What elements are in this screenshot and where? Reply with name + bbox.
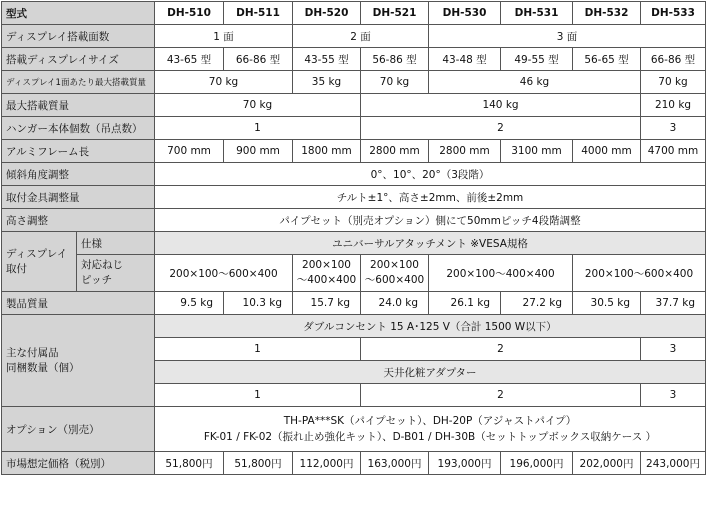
mount-label: [2, 232, 77, 292]
outlet-count-cell: 3: [641, 338, 706, 361]
display-size-cell: 56-86 型: [361, 48, 429, 71]
weight-cell: 30.5 kg: [573, 292, 641, 315]
mount-spec-value: ユニバーサルアタッチメント ※VESA規格: [155, 232, 706, 255]
frame-length-cell: 2800 mm: [361, 140, 429, 163]
max-load-cell: 140 kg: [361, 94, 641, 117]
frame-length-row: [2, 140, 706, 163]
frame-length-cell: 900 mm: [224, 140, 293, 163]
model-dh510: DH-510: [155, 2, 224, 25]
adapter-label: 天井化粧アダプター: [155, 361, 706, 384]
mount-pitch-line1: 200×100: [370, 259, 419, 271]
outlet-count-cell: 1: [155, 338, 361, 361]
tilt-row: [2, 163, 706, 186]
adapter-count-cell: 1: [155, 384, 361, 407]
options-row: [2, 407, 706, 452]
height-adjust-value: パイプセット（別売オプション）側にて50mmピッチ4段階調整: [155, 209, 706, 232]
hanger-count-cell: 1: [155, 117, 361, 140]
model-dh532: DH-532: [573, 2, 641, 25]
display-size-row: [2, 48, 706, 71]
weight-label: 製品質量: [2, 292, 155, 315]
weight-row: [2, 292, 706, 315]
weight-cell: 15.7 kg: [293, 292, 361, 315]
max-per-display-cell: 70 kg: [641, 71, 706, 94]
max-load-label: 最大搭載質量: [2, 94, 155, 117]
tilt-label: 傾斜角度調整: [2, 163, 155, 186]
height-adjust-label: 高さ調整: [2, 209, 155, 232]
max-per-display-cell: 70 kg: [361, 71, 429, 94]
spec-table: [1, 1, 706, 475]
mount-pitch-cell: 200×100～600×400: [573, 255, 706, 292]
max-load-cell: 70 kg: [155, 94, 361, 117]
mount-pitch-label: [77, 255, 155, 292]
adapter-count-cell: 3: [641, 384, 706, 407]
model-dh533: DH-533: [641, 2, 706, 25]
accessories-label: [2, 315, 155, 407]
display-size-cell: 49-55 型: [501, 48, 573, 71]
max-per-display-row: [2, 71, 706, 94]
frame-length-cell: 3100 mm: [501, 140, 573, 163]
weight-cell: 10.3 kg: [224, 292, 293, 315]
display-size-cell: 43-65 型: [155, 48, 224, 71]
mount-pitch-label-line2: ピッチ: [81, 274, 113, 286]
outlet-label-row: [2, 315, 706, 338]
price-cell: 163,000円: [361, 452, 429, 475]
model-dh520: DH-520: [293, 2, 361, 25]
price-cell: 243,000円: [641, 452, 706, 475]
price-cell: 196,000円: [501, 452, 573, 475]
mount-label-line1: ディスプレイ: [6, 247, 68, 260]
model-dh521: DH-521: [361, 2, 429, 25]
options-line2: FK-01 / FK-02（振れ止め強化キット）、D-B01 / DH-30B（セットトップボックス収納ケース ）: [203, 431, 657, 443]
price-cell: 112,000円: [293, 452, 361, 475]
frame-length-cell: 1800 mm: [293, 140, 361, 163]
mount-pitch-cell: [361, 255, 429, 292]
price-cell: 51,800円: [155, 452, 224, 475]
mount-pitch-cell: 200×100～400×400: [429, 255, 573, 292]
mount-spec-row: [2, 232, 706, 255]
max-per-display-cell: 46 kg: [429, 71, 641, 94]
display-count-cell: 3 面: [429, 25, 706, 48]
bracket-adjust-row: [2, 186, 706, 209]
mount-pitch-cell: 200×100～600×400: [155, 255, 293, 292]
price-label: 市場想定価格（税別）: [2, 452, 155, 475]
weight-cell: 9.5 kg: [155, 292, 224, 315]
display-count-cell: 1 面: [155, 25, 293, 48]
mount-pitch-row: [2, 255, 706, 292]
display-count-cell: 2 面: [293, 25, 429, 48]
accessories-label-line1: 主な付属品: [6, 346, 59, 359]
frame-length-cell: 2800 mm: [429, 140, 501, 163]
mount-pitch-cell: [293, 255, 361, 292]
weight-cell: 26.1 kg: [429, 292, 501, 315]
accessories-label-line2: 同梱数量（個）: [6, 361, 80, 374]
adapter-count-cell: 2: [361, 384, 641, 407]
hanger-count-row: [2, 117, 706, 140]
display-size-cell: 43-55 型: [293, 48, 361, 71]
max-load-row: [2, 94, 706, 117]
display-size-cell: 43-48 型: [429, 48, 501, 71]
price-cell: 51,800円: [224, 452, 293, 475]
options-label: オプション（別売）: [2, 407, 155, 452]
mount-pitch-label-line1: 対応ねじ: [81, 259, 123, 271]
bracket-adjust-value: チルト±1°、高さ±2mm、前後±2mm: [155, 186, 706, 209]
weight-cell: 27.2 kg: [501, 292, 573, 315]
weight-cell: 24.0 kg: [361, 292, 429, 315]
max-per-display-cell: 70 kg: [155, 71, 293, 94]
display-count-label: ディスプレイ搭載面数: [2, 25, 155, 48]
max-per-display-cell: 35 kg: [293, 71, 361, 94]
display-size-cell: 56-65 型: [573, 48, 641, 71]
hanger-count-cell: 3: [641, 117, 706, 140]
price-cell: 202,000円: [573, 452, 641, 475]
mount-pitch-line2: ～600×400: [364, 274, 425, 286]
max-load-cell: 210 kg: [641, 94, 706, 117]
outlet-count-cell: 2: [361, 338, 641, 361]
display-size-cell: 66-86 型: [641, 48, 706, 71]
hanger-count-cell: 2: [361, 117, 641, 140]
mount-label-line2: 取付: [6, 262, 27, 275]
frame-length-cell: 700 mm: [155, 140, 224, 163]
mount-pitch-line2: ～400×400: [296, 274, 357, 286]
price-cell: 193,000円: [429, 452, 501, 475]
hanger-count-label: ハンガー本体個数（吊点数）: [2, 117, 155, 140]
mount-spec-label: 仕様: [77, 232, 155, 255]
price-row: [2, 452, 706, 475]
model-dh531: DH-531: [501, 2, 573, 25]
options-value: [155, 407, 706, 452]
frame-length-label: アルミフレーム長: [2, 140, 155, 163]
display-size-label: 搭載ディスプレイサイズ: [2, 48, 155, 71]
weight-cell: 37.7 kg: [641, 292, 706, 315]
max-per-display-label: ディスプレイ1面あたり最大搭載質量: [2, 71, 155, 94]
model-dh530: DH-530: [429, 2, 501, 25]
model-dh511: DH-511: [224, 2, 293, 25]
model-header-label: 型式: [2, 2, 155, 25]
display-count-row: [2, 25, 706, 48]
header-row: [2, 2, 706, 25]
mount-pitch-line1: 200×100: [302, 259, 351, 271]
height-adjust-row: [2, 209, 706, 232]
display-size-cell: 66-86 型: [224, 48, 293, 71]
tilt-value: 0°、10°、20°（3段階）: [155, 163, 706, 186]
frame-length-cell: 4700 mm: [641, 140, 706, 163]
outlet-label: ダブルコンセント 15 A･125 V（合計 1500 W以下）: [155, 315, 706, 338]
frame-length-cell: 4000 mm: [573, 140, 641, 163]
bracket-adjust-label: 取付金具調整量: [2, 186, 155, 209]
options-line1: TH-PA***SK（パイプセット）、DH-20P（アジャストパイプ）: [283, 415, 577, 427]
